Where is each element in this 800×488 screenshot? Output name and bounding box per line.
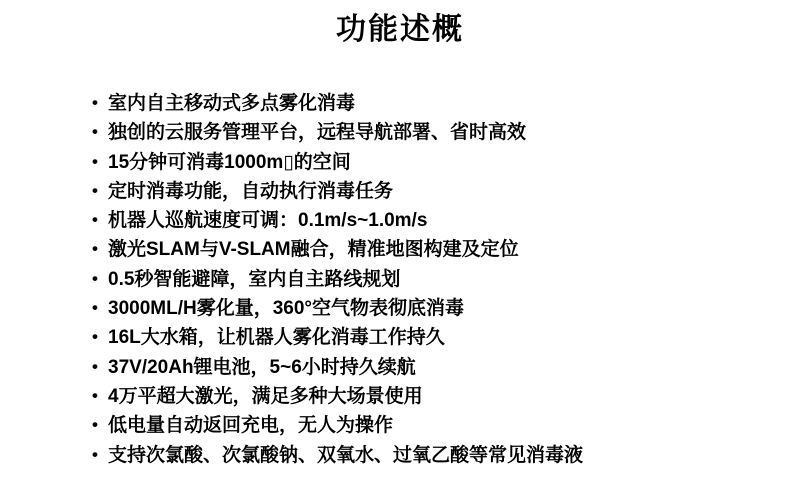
list-item-label: 0.5秒智能避障，室内自主路线规划 [108, 268, 401, 290]
list-item [92, 358, 788, 377]
list-item [92, 153, 788, 172]
list-item [92, 387, 788, 406]
list-item [92, 123, 788, 142]
bullet-marker-icon: • [92, 444, 98, 464]
list-item [92, 328, 788, 347]
list-item [92, 416, 788, 435]
bullet-marker-icon: • [92, 122, 98, 142]
bullet-marker-icon: • [92, 298, 98, 318]
list-item-label: 37V/20Ah锂电池，5~6小时持久续航 [108, 356, 416, 378]
list-item-label: 机器人巡航速度可调：0.1m/s~1.0m/s [108, 210, 428, 232]
bullet-marker-icon: • [92, 385, 98, 405]
list-item-label: 室内自主移动式多点雾化消毒 [108, 93, 356, 114]
page-title: 功能述概 [336, 13, 464, 46]
list-item [92, 270, 788, 289]
list-item-label: 独创的云服务管理平台，远程导航部署、省时高效 [108, 122, 527, 144]
list-item-label: 3000ML/H雾化量，360°空气物表彻底消毒 [108, 298, 465, 320]
list-item-label: 15分钟可消毒1000m▯的空间 [108, 151, 351, 173]
list-item [92, 299, 788, 318]
bullet-marker-icon: • [92, 356, 98, 376]
list-item [92, 182, 788, 201]
list-item-label: 激光SLAM与V-SLAM融合，精准地图构建及定位 [108, 239, 519, 261]
list-item [92, 446, 788, 465]
list-item [92, 94, 788, 113]
list-item-label: 支持次氯酸、次氯酸钠、双氧水、过氧乙酸等常见消毒液 [108, 444, 584, 466]
list-item-label: 4万平超大激光，满足多种大场景使用 [108, 385, 423, 407]
list-item-label: 低电量自动返回充电，无人为操作 [108, 415, 394, 437]
feature-bullet-list [92, 94, 788, 475]
bullet-marker-icon: • [92, 327, 98, 347]
bullet-marker-icon: • [92, 210, 98, 230]
bullet-marker-icon: • [92, 415, 98, 435]
list-item [92, 240, 788, 259]
bullet-marker-icon: • [92, 151, 98, 171]
list-item-label: 16L大水箱，让机器人雾化消毒工作持久 [108, 327, 445, 349]
bullet-marker-icon: • [92, 268, 98, 288]
list-item-label: 定时消毒功能，自动执行消毒任务 [108, 180, 394, 202]
bullet-marker-icon: • [92, 93, 98, 112]
bullet-marker-icon: • [92, 239, 98, 259]
list-item [92, 211, 788, 230]
slide [0, 12, 800, 488]
bullet-marker-icon: • [92, 180, 98, 200]
